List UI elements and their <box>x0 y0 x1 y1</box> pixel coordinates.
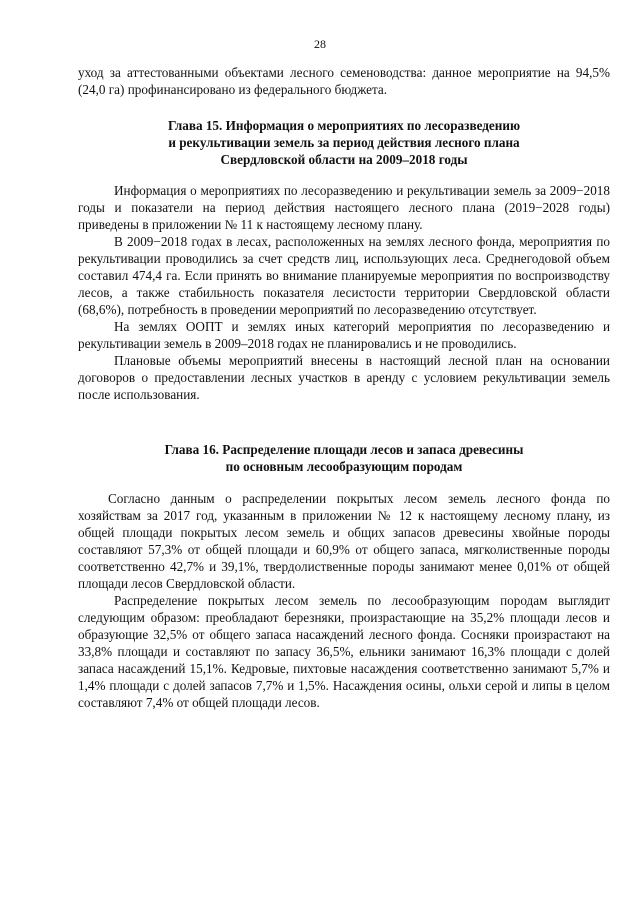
intro-paragraph: уход за аттестованными объектами лесного семеноводства: данное мероприятие на 94,5% (24,0 га) профинансировано из федерального бюджета. <box>78 65 610 97</box>
chapter15-title-line-1: Глава 15. Информация о мероприятиях по лесоразведению <box>167 118 521 133</box>
chapter16-title-line-2: по основным лесообразующим породам <box>225 459 463 474</box>
chapter16-paragraph-1: Согласно данным о распределении покрытых лесом земель лесного фонда по хозяйствам за 2017 год, указанным в приложении № 12 к настоящему лесному плану, из общей площади покрытых лесом земель и общих запасов древесины хвойные породы составляют 57,3% от общей площади и 60,9% от общего запаса, мягколиственные породы соответственно 42,7% и 39,1%, твердолиственные породы занимают менее 0,01% от общей площади лесов Свердловской области. <box>78 491 610 591</box>
chapter15-title-line-3: Свердловской области на 2009–2018 годы <box>220 152 468 167</box>
chapter16-heading <box>78 441 610 475</box>
chapter15-title-line-2: и рекультивации земель за период действия лесного плана <box>168 135 520 150</box>
chapter16-paragraph-2: Распределение покрытых лесом земель по лесообразующим породам выглядит следующим образом: преобладают березняки, произрастающие на 35,2% площади лесов и образующие 32,5% от общего запаса насаждений лесного фонда. Сосняки произрастают на 33,8% площади и составляют по запасу 36,5%, ельники занимают 16,3% площади с долей запаса насаждений 15,1%. Кедровые, пихтовые насаждения соответственно занимают 5,7% и 1,4% площади с долей запасов 7,7% и 1,5%. Насаждения осины, ольхи серой и липы в целом составляют 7,4% от общей площади лесов. <box>78 593 610 710</box>
chapter15-body <box>78 182 610 403</box>
chapter16-title-line-1: Глава 16. Распределение площади лесов и запаса древесины <box>164 442 524 457</box>
chapter15-paragraph-4: Плановые объемы мероприятий внесены в настоящий лесной план на основании договоров о предоставлении лесных участков в аренду с условием рекультивации земель после использования. <box>78 353 610 402</box>
page-number: 28 <box>314 37 326 51</box>
chapter15-heading <box>78 117 610 168</box>
chapter15-paragraph-2: В 2009−2018 годах в лесах, расположенных на землях лесного фонда, мероприятия по рекультивации проводились за счет средств лиц, использующих леса. Среднегодовой объем составил 474,4 га. Если принять во внимание планируемые мероприятия по воспроизводству лесов, а также стабильность показателя лесистости территории Свердловской области (68,6%), потребность в проведении мероприятий по лесоразведению отсутствует. <box>78 234 610 317</box>
chapter15-paragraph-1: Информация о мероприятиях по лесоразведению и рекультивации земель за 2009−2018 годы и показатели на период действия настоящего лесного плана (2019−2028 годы) приведены в приложении № 11 к настоящему лесному плану. <box>78 183 610 232</box>
chapter15-paragraph-3: На землях ООПТ и землях иных категорий мероприятия по лесоразведению и рекультивации земель в 2009–2018 годах не планировались и не проводились. <box>78 319 610 351</box>
intro-section <box>78 64 610 98</box>
chapter16-body <box>78 490 610 711</box>
